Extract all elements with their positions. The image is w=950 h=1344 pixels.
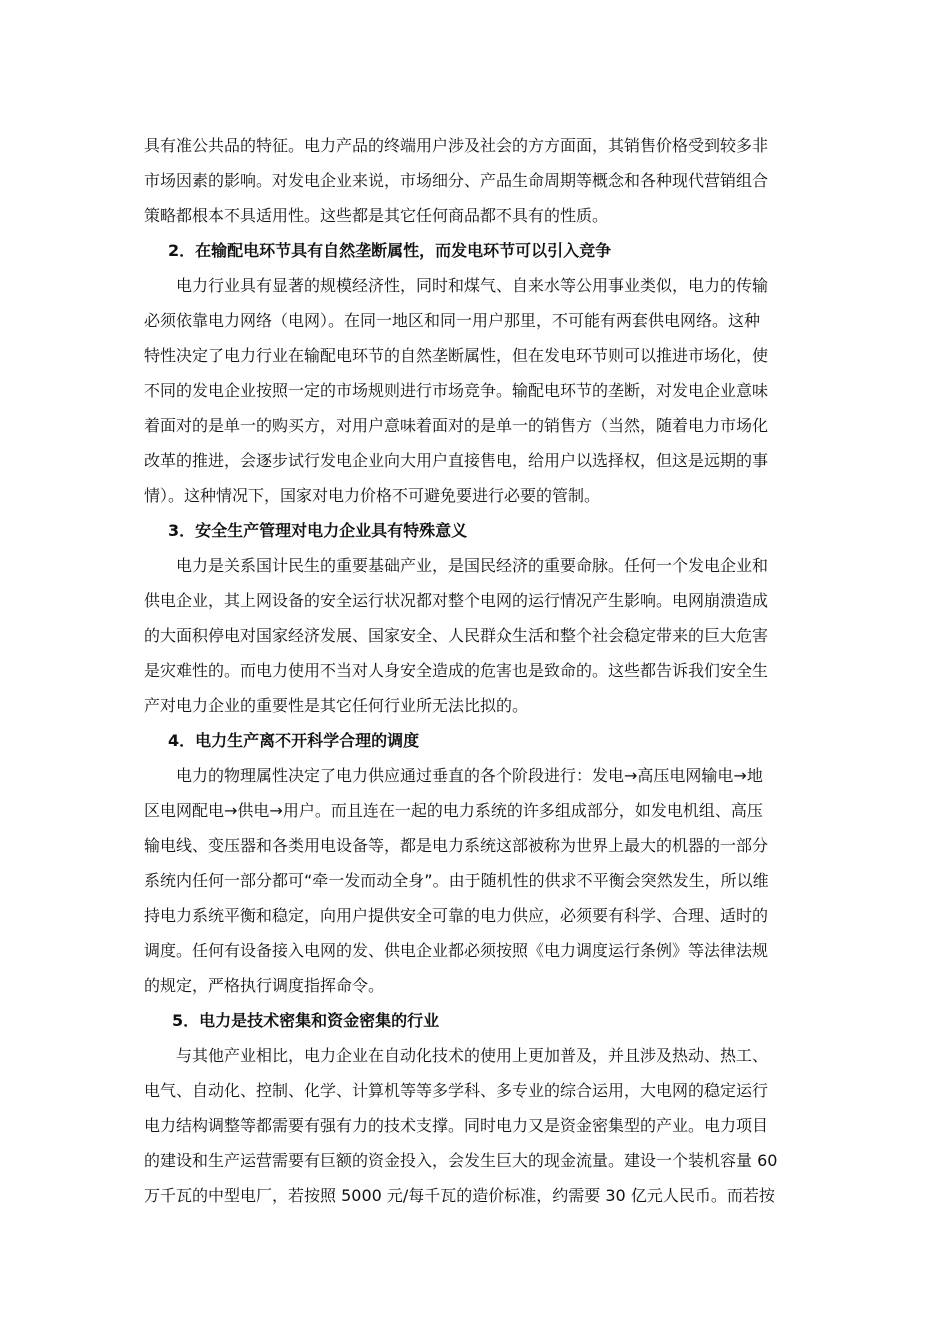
- section-heading: 3．安全生产管理对电力企业具有特殊意义: [168, 521, 468, 540]
- section-heading: 4．电力生产离不开科学合理的调度: [168, 731, 420, 750]
- section-heading: 5．电力是技术密集和资金密集的行业: [172, 1011, 440, 1030]
- text-line: 电气、自动化、控制、化学、计算机等等多学科、多专业的综合运用，大电网的稳定运行: [144, 1081, 769, 1100]
- text-line: 改革的推进，会逐步试行发电企业向大用户直接售电，给用户以选择权，但这是远期的事: [144, 451, 769, 470]
- text-line: 的建设和生产运营需要有巨额的资金投入，会发生巨大的现金流量。建设一个装机容量 60: [144, 1151, 778, 1170]
- text-line: 供电企业，其上网设备的安全运行状况都对整个电网的运行情况产生影响。电网崩溃造成: [144, 591, 769, 610]
- text-line: 的规定，严格执行调度指挥命令。: [144, 976, 385, 995]
- text-line: 情）。这种情况下，国家对电力价格不可避免要进行必要的管制。: [144, 486, 601, 505]
- text-line: 电力结构调整等都需要有强有力的技术支撑。同时电力又是资金密集型的产业。电力项目: [144, 1116, 769, 1135]
- text-line: 持电力系统平衡和稳定，向用户提供安全可靠的电力供应，必须要有科学、合理、适时的: [144, 906, 769, 925]
- text-line: 调度。任何有设备接入电网的发、供电企业都必须按照《电力调度运行条例》等法律法规: [144, 941, 769, 960]
- text-line: 必须依靠电力网络（电网）。在同一地区和同一用户那里，不可能有两套供电网络。这种: [144, 311, 761, 330]
- text-line: 电力行业具有显著的规模经济性，同时和煤气、自来水等公用事业类似，电力的传输: [176, 276, 769, 295]
- text-line: 输电线、变压器和各类用电设备等，都是电力系统这部被称为世界上最大的机器的一部分: [144, 836, 769, 855]
- text-line: 的大面积停电对国家经济发展、国家安全、人民群众生活和整个社会稳定带来的巨大危害: [144, 626, 769, 645]
- text-line: 万千瓦的中型电厂，若按照 5000 元/每千瓦的造价标准，约需要 30 亿元人民币。而若按: [144, 1186, 775, 1205]
- text-line: 区电网配电→供电→用户。而且连在一起的电力系统的许多组成部分，如发电机组、高压: [144, 801, 763, 820]
- text-line: 电力是关系国计民生的重要基础产业，是国民经济的重要命脉。任何一个发电企业和: [176, 556, 769, 575]
- text-line: 电力的物理属性决定了电力供应通过垂直的各个阶段进行：发电→高压电网输电→地: [176, 766, 763, 785]
- text-line: 系统内任何一部分都可“牵一发而动全身”。由于随机性的供求不平衡会突然发生，所以维: [144, 871, 769, 890]
- text-line: 产对电力企业的重要性是其它任何行业所无法比拟的。: [144, 696, 529, 715]
- text-line: 不同的发电企业按照一定的市场规则进行市场竞争。输配电环节的垄断，对发电企业意味: [144, 381, 769, 400]
- text-line: 特性决定了电力行业在输配电环节的自然垄断属性，但在发电环节则可以推进市场化，使: [144, 346, 769, 365]
- section-heading: 2．在输配电环节具有自然垄断属性，而发电环节可以引入竞争: [168, 241, 612, 260]
- text-line: 策略都根本不具适用性。这些都是其它任何商品都不具有的性质。: [144, 206, 609, 225]
- text-line: 与其他产业相比，电力企业在自动化技术的使用上更加普及，并且涉及热动、热工、: [176, 1046, 769, 1065]
- text-line: 具有准公共品的特征。电力产品的终端用户涉及社会的方方面面，其销售价格受到较多非: [144, 136, 769, 155]
- text-line: 着面对的是单一的购买方，对用户意味着面对的是单一的销售方（当然，随着电力市场化: [144, 416, 769, 435]
- text-line: 市场因素的影响。对发电企业来说，市场细分、产品生命周期等概念和各种现代营销组合: [144, 171, 769, 190]
- text-line: 是灾难性的。而电力使用不当对人身安全造成的危害也是致命的。这些都告诉我们安全生: [144, 661, 769, 680]
